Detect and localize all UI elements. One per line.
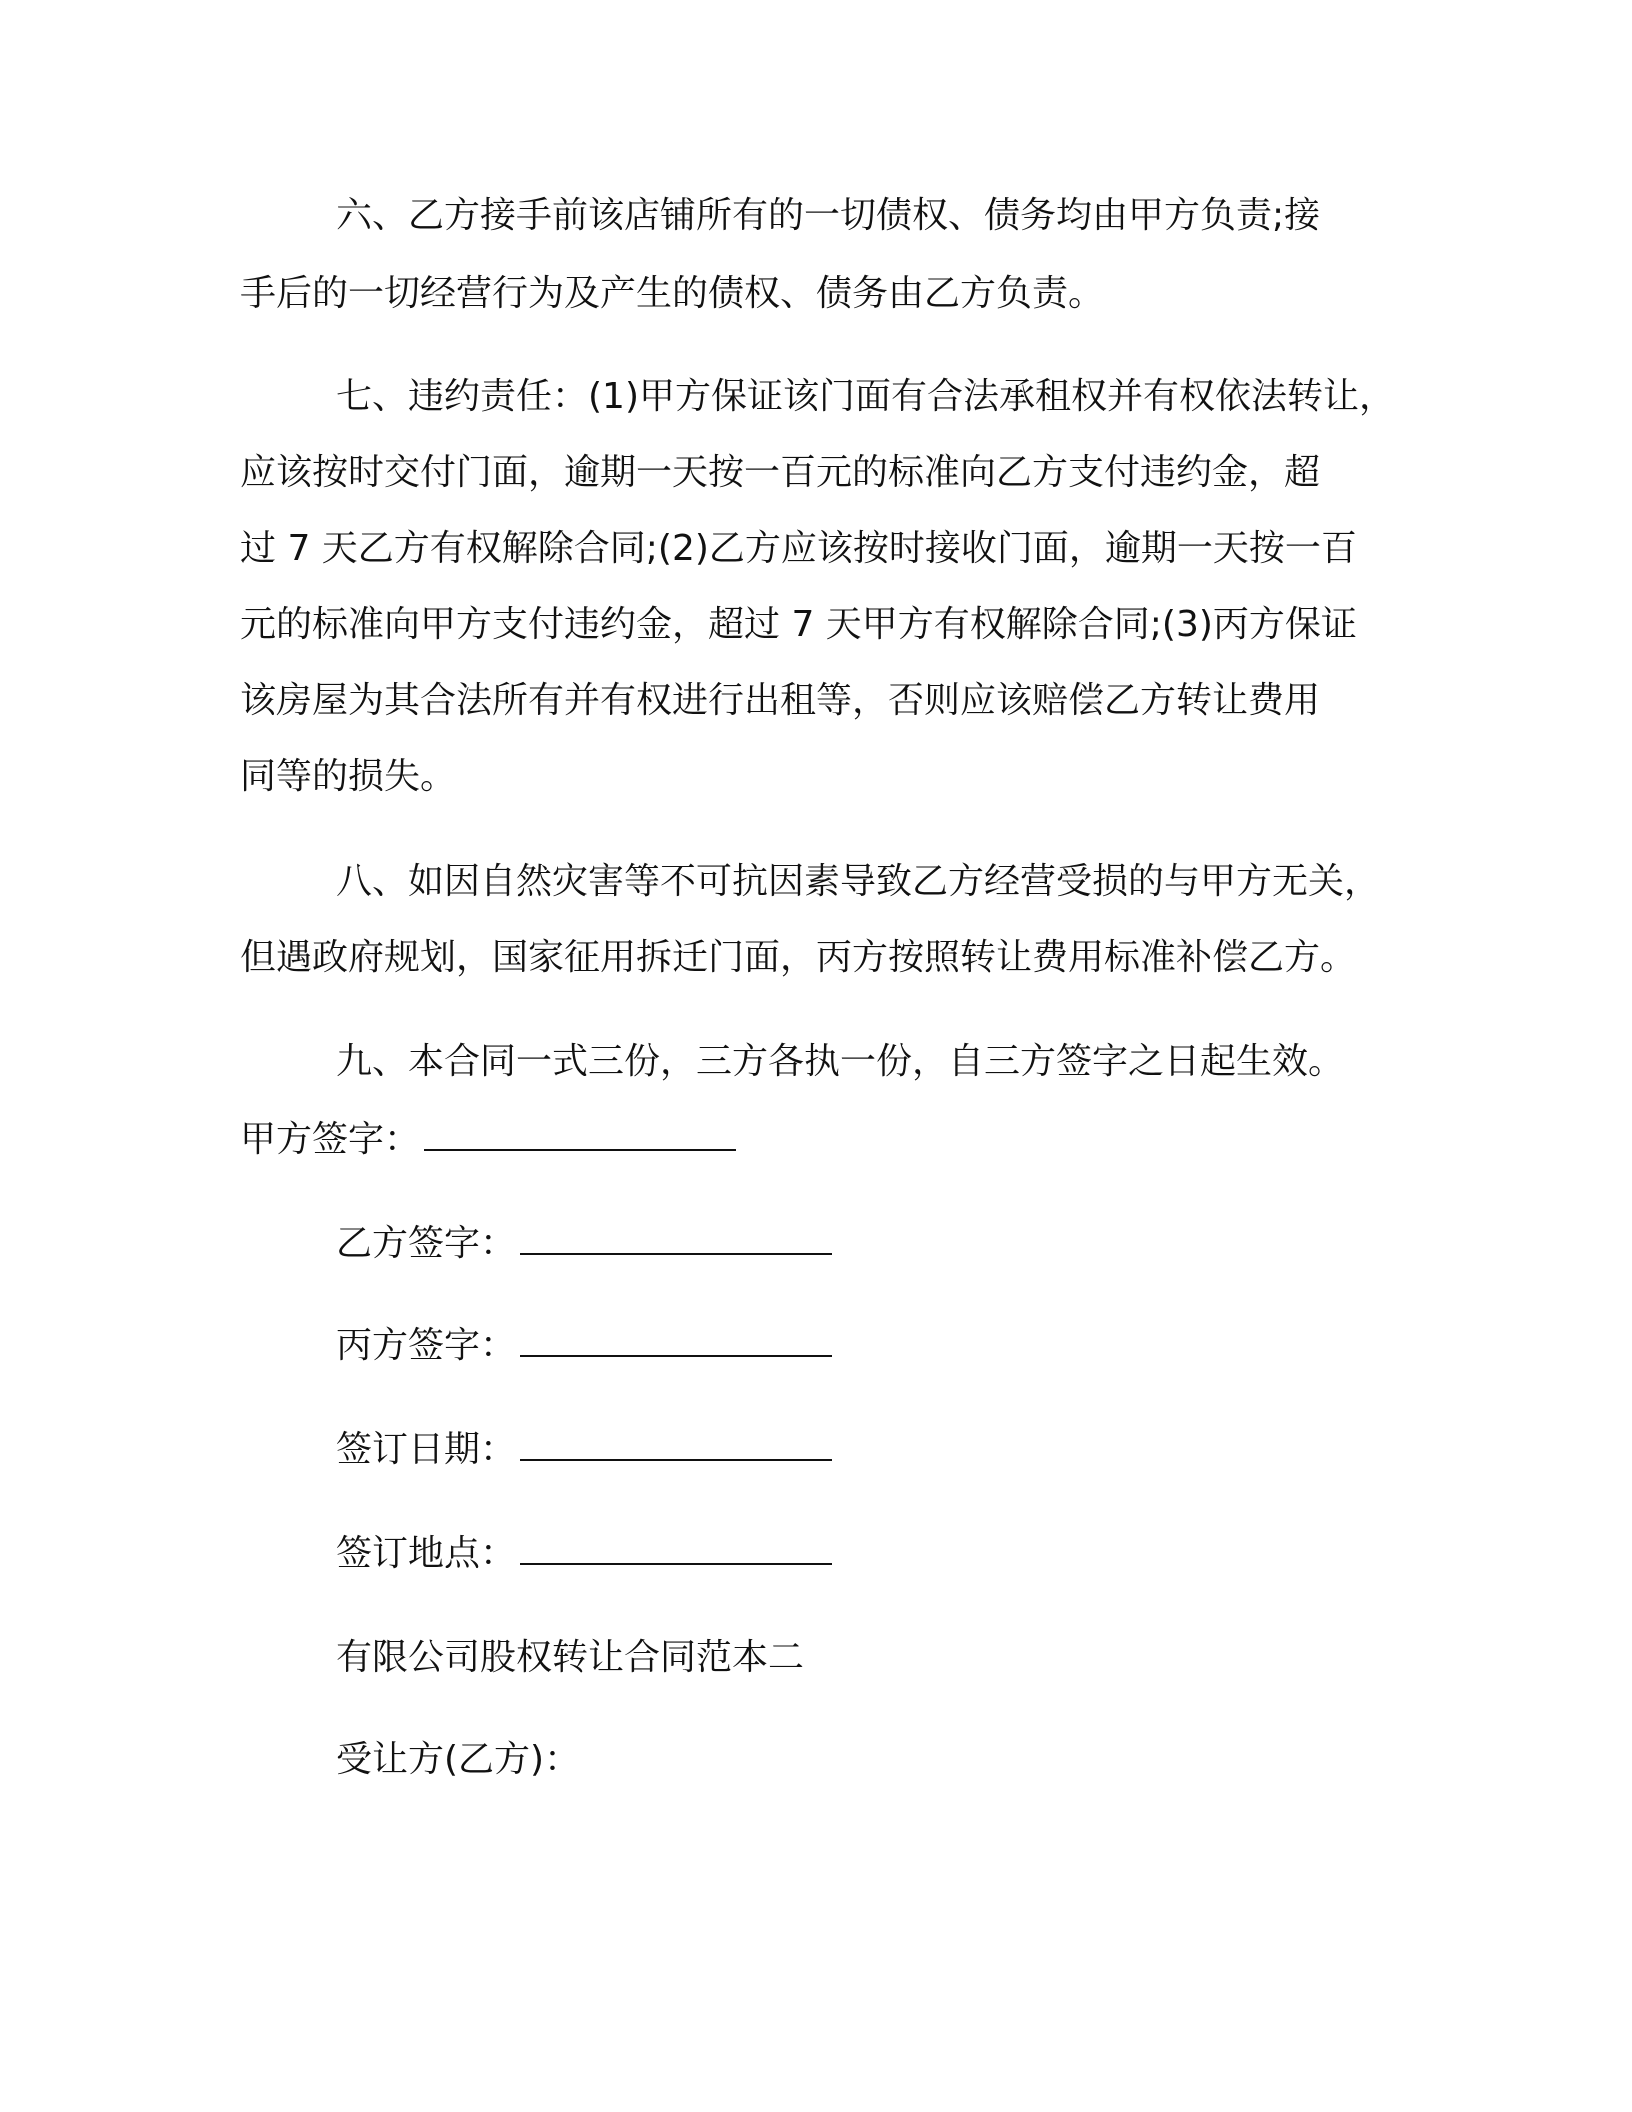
section-title: 有限公司股权转让合同范本二 <box>336 1637 805 1678</box>
clause-7-line-2: 应该按时交付门面，逾期一天按一百元的标准向乙方支付违约金，超 <box>240 452 1321 493</box>
sign-date-blank <box>520 1429 832 1461</box>
signature-party-c-label: 丙方签字： <box>336 1325 517 1366</box>
signature-party-b-label: 乙方签字： <box>336 1223 517 1264</box>
signature-party-b <box>336 1220 832 1268</box>
clause-7-line-4: 元的标准向甲方支付违约金，超过 7 天甲方有权解除合同;(3)丙方保证 <box>240 604 1357 645</box>
sign-date-label: 签订日期： <box>336 1429 517 1470</box>
sign-date <box>336 1426 832 1474</box>
transferee-label: 受让方(乙方)： <box>336 1739 581 1780</box>
clause-7-line-1: 七、违约责任：(1)甲方保证该门面有合法承租权并有权依法转让， <box>336 376 1395 417</box>
sign-place <box>336 1530 832 1578</box>
signature-party-a-blank <box>424 1119 736 1151</box>
clause-7-line-3: 过 7 天乙方有权解除合同;(2)乙方应该按时接收门面，逾期一天按一百 <box>240 528 1357 569</box>
clause-6-line-1: 六、乙方接手前该店铺所有的一切债权、债务均由甲方负责;接 <box>336 195 1321 236</box>
signature-party-c-blank <box>520 1325 832 1357</box>
sign-place-blank <box>520 1533 832 1565</box>
signature-party-a-label: 甲方签字： <box>240 1119 421 1160</box>
clause-9-line-1: 九、本合同一式三份，三方各执一份，自三方签字之日起生效。 <box>336 1041 1345 1082</box>
clause-8-line-1: 八、如因自然灾害等不可抗因素导致乙方经营受损的与甲方无关， <box>336 861 1381 902</box>
clause-6-line-2: 手后的一切经营行为及产生的债权、债务由乙方负责。 <box>240 273 1105 314</box>
clause-8-line-2: 但遇政府规划，国家征用拆迁门面，丙方按照转让费用标准补偿乙方。 <box>240 937 1357 978</box>
clause-7-line-5: 该房屋为其合法所有并有权进行出租等，否则应该赔偿乙方转让费用 <box>240 680 1321 721</box>
signature-party-b-blank <box>520 1223 832 1255</box>
signature-party-a <box>240 1116 736 1164</box>
sign-place-label: 签订地点： <box>336 1533 517 1574</box>
signature-party-c <box>336 1322 832 1370</box>
clause-7-line-6: 同等的损失。 <box>240 756 457 797</box>
